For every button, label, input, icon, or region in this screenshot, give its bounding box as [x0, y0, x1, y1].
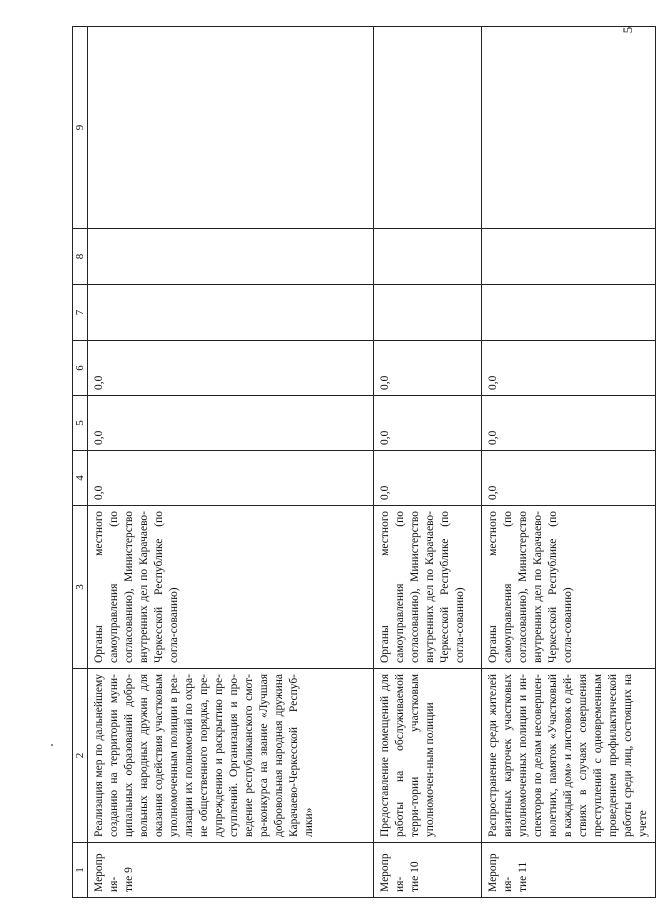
value-col-4: 0,0 — [482, 451, 656, 506]
header-row — [73, 27, 88, 898]
header-cell: 9 — [73, 27, 88, 229]
header-cell: 6 — [73, 341, 88, 396]
value-col-6: 0,0 — [374, 341, 482, 396]
value-col-8 — [374, 229, 482, 285]
value-col-7 — [374, 285, 482, 341]
header-cell: 5 — [73, 396, 88, 451]
value-col-6: 0,0 — [88, 341, 374, 396]
measure-description: Реализация мер по дальнейшему созданию на территории муни-ципальных образований добро-вольных народных дружин для оказания содействия участковым уполномоченным полиции в реа-лизации их полномочий по охра-не общественного порядка, пре-дупреждению и раскрытию пре-ступлений. Организация и про-ведение республиканского смот-ра-конкурса на звание «Лучшая добровольная народная дружина Карачаево-Черкесской Респуб-лики» — [88, 669, 374, 843]
measure-description: Распространение среди жителей визитных карточек участковых уполномоченных полиции и ин-спекторов по делам несовершен-нолетних, памяток «Участковый в каждый дом» и листовок о дей-ствиях в случаях совершения преступлений с одновременным проведением профилактической работы среди лиц, состоящих на учете — [482, 669, 656, 843]
measure-executor: Органы местного самоуправления (по согласованию), Министерство внутренних дел по Карачаево-Черкесской Республике (по согла-сованию) — [374, 506, 482, 669]
measure-executor: Органы местного самоуправления (по согласованию), Министерство внутренних дел по Карачаево-Черкесской Республике (по согла-сованию) — [482, 506, 656, 669]
value-col-8 — [88, 229, 374, 285]
measure-name: Мероприя- тие 9 — [88, 843, 374, 898]
measure-name: Мероприя- тие 10 — [374, 843, 482, 898]
scan-speck — [51, 744, 53, 746]
header-cell: 4 — [73, 451, 88, 506]
header-cell: 2 — [73, 669, 88, 843]
value-col-4: 0,0 — [88, 451, 374, 506]
measures-table — [72, 26, 656, 898]
value-col-6: 0,0 — [482, 341, 656, 396]
page-number: 5 — [620, 26, 635, 34]
header-cell: 8 — [73, 229, 88, 285]
measure-executor: Органы местного самоуправления (по согласованию), Министерство внутренних дел по Карачаево-Черкесской Республике (по согла-сованию) — [88, 506, 374, 669]
value-col-5: 0,0 — [374, 396, 482, 451]
rotated-page — [72, 27, 649, 898]
value-col-7 — [88, 285, 374, 341]
measure-name: Мероприя- тие 11 — [482, 843, 656, 898]
header-cell: 3 — [73, 506, 88, 669]
value-col-4: 0,0 — [374, 451, 482, 506]
table-row — [482, 27, 656, 898]
value-col-5: 0,0 — [482, 396, 656, 451]
measure-description: Предоставление помещений для работы на обслуживаемой терри-тории участковым уполномочен-ным полиции — [374, 669, 482, 843]
value-col-7 — [482, 285, 656, 341]
value-col-9 — [482, 27, 656, 229]
table-row — [374, 27, 482, 898]
table-row — [88, 27, 374, 898]
value-col-9 — [88, 27, 374, 229]
header-cell: 1 — [73, 843, 88, 898]
header-cell: 7 — [73, 285, 88, 341]
value-col-5: 0,0 — [88, 396, 374, 451]
value-col-9 — [374, 27, 482, 229]
value-col-8 — [482, 229, 656, 285]
